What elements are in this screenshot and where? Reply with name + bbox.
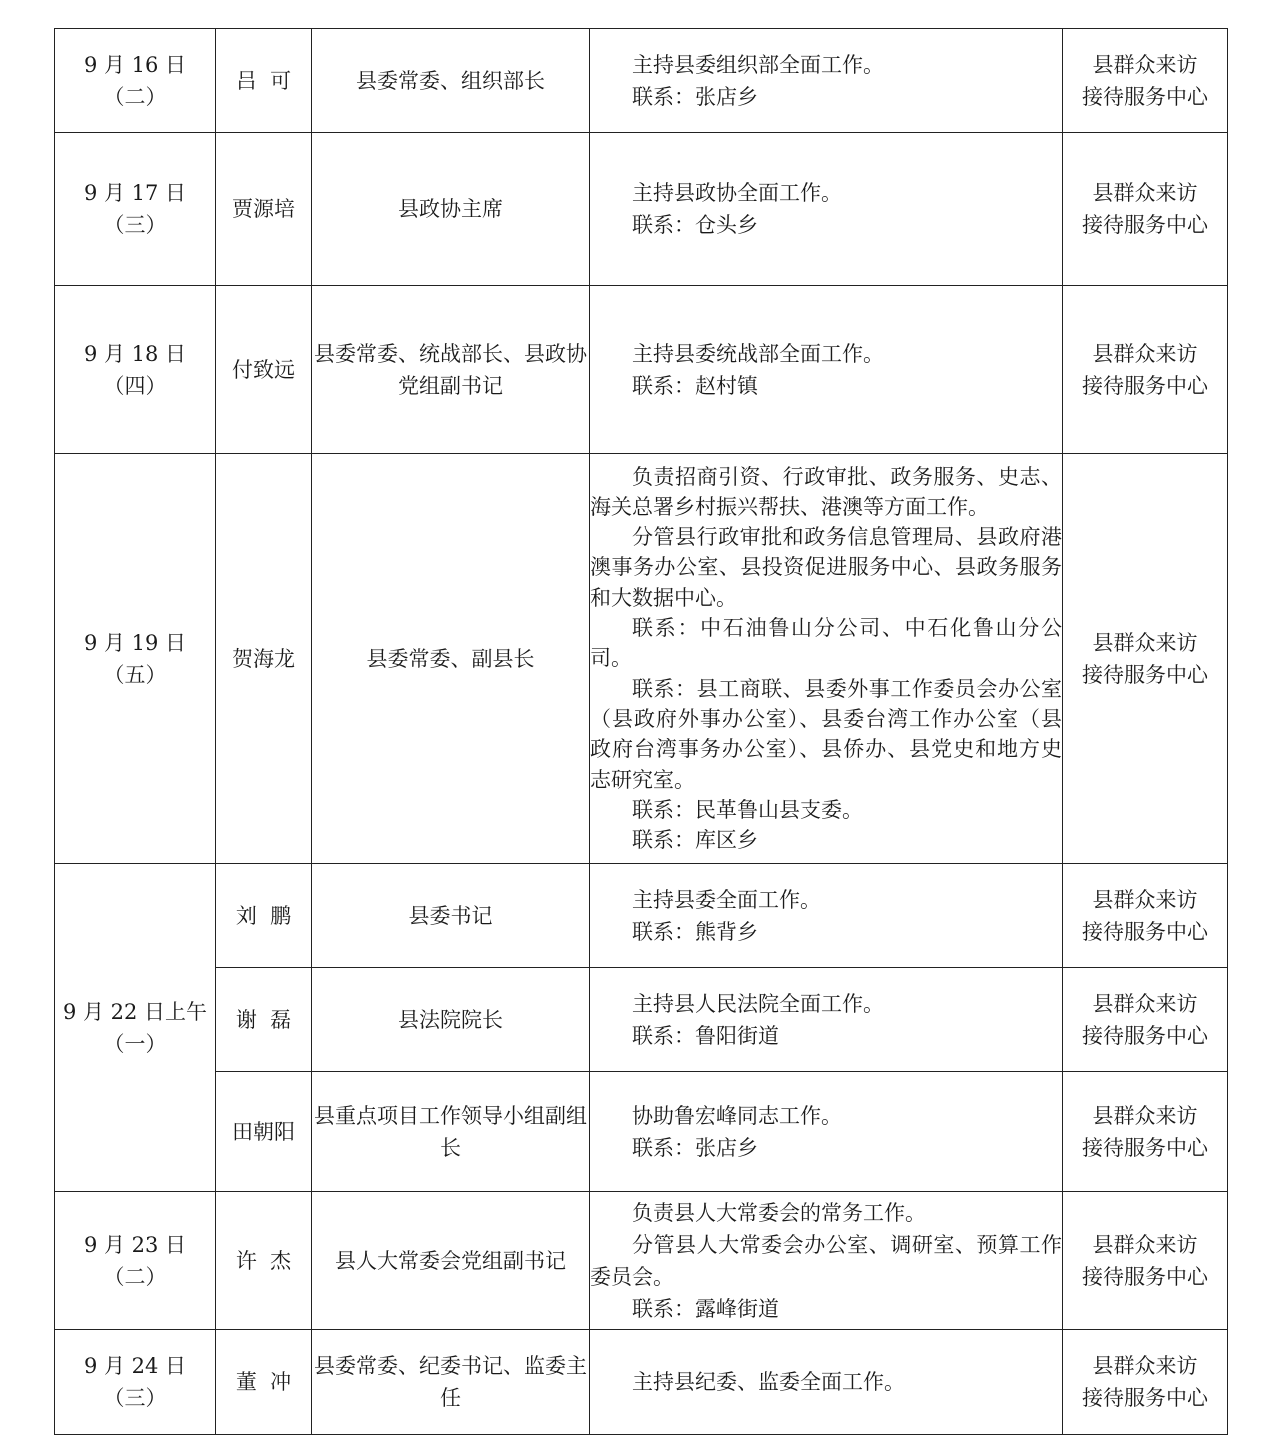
duty-line: 主持县委组织部全面工作。 <box>632 52 884 77</box>
duty-line: 主持县纪委、监委全面工作。 <box>632 1370 905 1394</box>
duty-line: 联系：熊背乡 <box>632 919 758 944</box>
place-cell <box>1063 1330 1228 1435</box>
place-line: 接待服务中心 <box>1082 919 1208 944</box>
place-line: 县群众来访 <box>1092 1232 1198 1257</box>
table-row <box>55 1072 1228 1192</box>
place-cell <box>1063 1192 1228 1330</box>
weekday-text: （一） <box>103 1031 167 1056</box>
title-cell: 县法院院长 <box>312 968 590 1072</box>
place-cell <box>1063 454 1228 864</box>
duty-line: 联系：鲁阳街道 <box>632 1023 779 1048</box>
title-cell: 县重点项目工作领导小组副组长 <box>312 1072 590 1192</box>
date-text: 9 月 22 日上午 <box>62 999 208 1024</box>
weekday-text: （四） <box>103 373 167 398</box>
weekday-text: （二） <box>103 84 167 109</box>
duty-cell <box>590 968 1063 1072</box>
place-line: 接待服务中心 <box>1082 662 1208 687</box>
place-line: 接待服务中心 <box>1082 1386 1208 1410</box>
duty-cell <box>590 29 1063 133</box>
name-cell: 贾源培 <box>216 133 312 286</box>
place-line: 接待服务中心 <box>1082 1135 1208 1160</box>
title-cell: 县委常委、纪委书记、监委主任 <box>312 1330 590 1435</box>
place-line: 县群众来访 <box>1092 181 1198 205</box>
date-cell <box>55 286 216 454</box>
place-line: 接待服务中心 <box>1082 84 1208 109</box>
place-cell <box>1063 133 1228 286</box>
place-cell <box>1063 286 1228 454</box>
table-row <box>55 1192 1228 1330</box>
name-cell: 许 杰 <box>216 1192 312 1330</box>
name-cell: 田朝阳 <box>216 1072 312 1192</box>
duty-line: 主持县人民法院全面工作。 <box>632 991 884 1016</box>
duty-cell <box>590 1192 1063 1330</box>
date-cell <box>55 1330 216 1435</box>
duty-line: 联系：民革鲁山县支委。 <box>632 797 863 822</box>
place-line: 县群众来访 <box>1092 52 1198 77</box>
duty-cell <box>590 133 1063 286</box>
date-text: 9 月 17 日 <box>83 181 187 205</box>
duty-line: 主持县委统战部全面工作。 <box>632 341 884 366</box>
title-cell: 县委常委、统战部长、县政协党组副书记 <box>312 286 590 454</box>
duty-line: 联系：县工商联、县委外事工作委员会办公室（县政府外事办公室）、县委台湾工作办公室（县政府台湾事务办公室）、县侨办、县党史和地方史志研究室。 <box>590 676 1062 792</box>
title-cell: 县人大常委会党组副书记 <box>312 1192 590 1330</box>
duty-line: 负责招商引资、行政审批、政务服务、史志、海关总署乡村振兴帮扶、港澳等方面工作。 <box>590 464 1062 519</box>
duty-line: 分管县行政审批和政务信息管理局、县政府港澳事务办公室、县投资促进服务中心、县政务服务和大数据中心。 <box>590 525 1062 610</box>
place-cell <box>1063 29 1228 133</box>
date-text: 9 月 19 日 <box>83 630 187 655</box>
name-cell: 刘 鹏 <box>216 864 312 968</box>
place-line: 县群众来访 <box>1092 341 1198 366</box>
place-line: 接待服务中心 <box>1082 1264 1208 1289</box>
schedule-table <box>54 28 1228 1435</box>
duty-line: 联系：中石油鲁山分公司、中石化鲁山分公司。 <box>590 616 1062 671</box>
duty-cell <box>590 454 1063 864</box>
weekday-text: （三） <box>103 1386 167 1410</box>
place-line: 县群众来访 <box>1092 1354 1198 1378</box>
date-text: 9 月 18 日 <box>83 341 187 366</box>
duty-line: 分管县人大常委会办公室、调研室、预算工作委员会。 <box>590 1232 1062 1289</box>
duty-cell <box>590 1072 1063 1192</box>
duty-line: 联系：赵村镇 <box>632 373 758 398</box>
date-cell <box>55 1192 216 1330</box>
table-row <box>55 29 1228 133</box>
duty-line: 联系：仓头乡 <box>632 213 758 237</box>
duty-line: 负责县人大常委会的常务工作。 <box>632 1200 926 1225</box>
date-text: 9 月 16 日 <box>83 52 187 77</box>
date-cell <box>55 864 216 1192</box>
date-cell <box>55 29 216 133</box>
date-text: 9 月 23 日 <box>83 1232 187 1257</box>
duty-line: 主持县政协全面工作。 <box>632 181 842 205</box>
title-cell: 县政协主席 <box>312 133 590 286</box>
name-cell: 付致远 <box>216 286 312 454</box>
name-cell: 董 冲 <box>216 1330 312 1435</box>
name-cell: 吕 可 <box>216 29 312 133</box>
duty-line: 协助鲁宏峰同志工作。 <box>632 1103 842 1128</box>
date-cell <box>55 133 216 286</box>
duty-line: 联系：张店乡 <box>632 84 758 109</box>
duty-line: 联系：露峰街道 <box>632 1296 779 1321</box>
weekday-text: （二） <box>103 1264 167 1289</box>
place-line: 接待服务中心 <box>1082 213 1208 237</box>
table-row <box>55 864 1228 968</box>
place-line: 县群众来访 <box>1092 887 1198 912</box>
duty-line: 联系：库区乡 <box>632 828 758 853</box>
title-cell: 县委书记 <box>312 864 590 968</box>
date-cell <box>55 454 216 864</box>
name-cell: 贺海龙 <box>216 454 312 864</box>
weekday-text: （五） <box>103 662 167 687</box>
table-row <box>55 968 1228 1072</box>
place-cell <box>1063 1072 1228 1192</box>
table-row <box>55 286 1228 454</box>
table-row <box>55 454 1228 864</box>
place-line: 接待服务中心 <box>1082 373 1208 398</box>
title-cell: 县委常委、组织部长 <box>312 29 590 133</box>
duty-cell <box>590 864 1063 968</box>
duty-cell <box>590 1330 1063 1435</box>
place-line: 县群众来访 <box>1092 991 1198 1016</box>
duty-cell <box>590 286 1063 454</box>
name-cell: 谢 磊 <box>216 968 312 1072</box>
place-line: 接待服务中心 <box>1082 1023 1208 1048</box>
title-cell: 县委常委、副县长 <box>312 454 590 864</box>
place-line: 县群众来访 <box>1092 1103 1198 1128</box>
duty-line: 联系：张店乡 <box>632 1135 758 1160</box>
table-row <box>55 133 1228 286</box>
place-cell <box>1063 864 1228 968</box>
date-text: 9 月 24 日 <box>83 1354 187 1378</box>
table-row <box>55 1330 1228 1435</box>
place-cell <box>1063 968 1228 1072</box>
weekday-text: （三） <box>103 213 167 237</box>
place-line: 县群众来访 <box>1092 630 1198 655</box>
duty-line: 主持县委全面工作。 <box>632 887 821 912</box>
